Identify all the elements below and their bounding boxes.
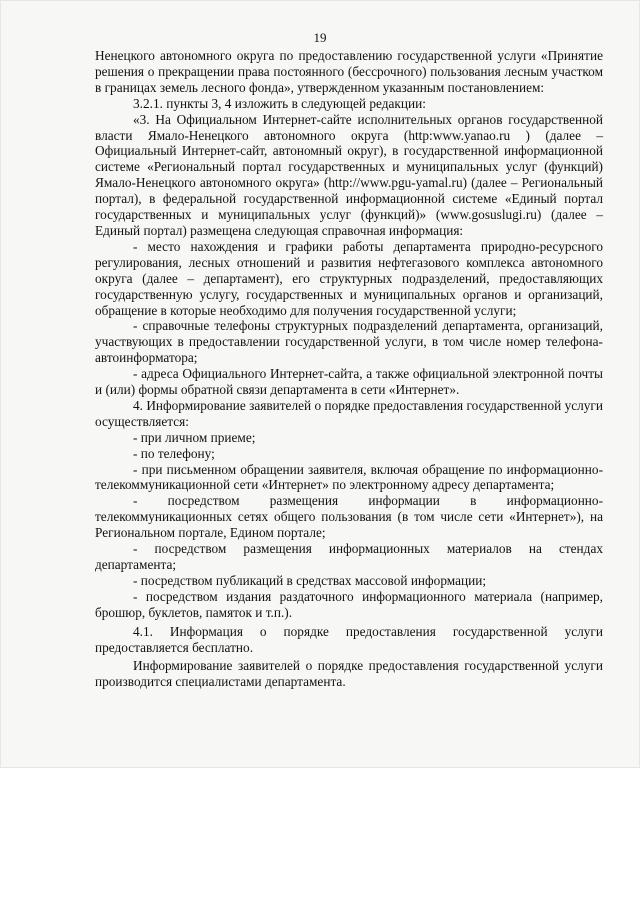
paragraph-10: - посредством размещения информации в информационно-телекоммуникационных сетях общего пользования (в том числе сети «Интернет»), на Региональном портале, Едином портале;: [95, 493, 603, 541]
paragraph-5: - адреса Официального Интернет-сайта, а также официальной электронной почты и (или) формы обратной связи департамента в сети «Интернет».: [95, 366, 603, 398]
paragraph-11: - посредством размещения информационных материалов на стендах департамента;: [95, 541, 603, 572]
paragraph-13: - посредством издания раздаточного информационного материала (например, брошюр, буклетов, памяток и т.п.).: [95, 588, 603, 620]
paragraph-14: 4.1. Информация о порядке предоставления государственной услуги предоставляется бесплатно.: [95, 623, 603, 655]
paragraph-15: Информирование заявителей о порядке предоставления государственной услуги производится специалистами департамента.: [95, 658, 603, 690]
paragraph-4: - справочные телефоны структурных подразделений департамента, организаций, участвующих в предоставлении государственной услуги, в том числе номер телефона-автоинформатора;: [95, 318, 603, 366]
paragraph-1: 3.2.1. пункты 3, 4 изложить в следующей редакции:: [133, 95, 426, 111]
paragraph-2: «3. На Официальном Интернет-сайте исполнительных органов государственной власти Ямало-Ненецкого автономного округа (http:www.yanao.ru ) (далее – Официальный Интернет-сайт, автономный округ), в государственной информационной системе «Региональный портал государственных и муниципальных услуг (функций) Ямало-Ненецкого автономного округа» (http://www.pgu-yamal.ru) (далее – Региональный портал), в федеральной государственной информационной системе «Единый портал государственных и муниципальных услуг (функций)» (www.gosuslugi.ru) (далее – Единый портал) размещена следующая справочная информация:: [95, 111, 603, 238]
paragraph-9: - при письменном обращении заявителя, включая обращение по информационно-телекоммуникационной сети «Интернет» по электронному адресу департамента;: [95, 461, 603, 493]
blank-area: [0, 768, 640, 905]
paragraph-12: - посредством публикаций в средствах массовой информации;: [133, 572, 487, 588]
page-number: 19: [313, 30, 327, 45]
document-body: [95, 48, 603, 690]
paragraph-6: 4. Информирование заявителей о порядке предоставления государственной услуги осуществляется:: [95, 397, 603, 429]
paragraph-8: - по телефону;: [133, 445, 215, 461]
paragraph-7: - при личном приеме;: [133, 429, 256, 445]
paragraph-3: - место нахождения и графики работы департамента природно-ресурсного регулирования, лесных отношений и развития нефтегазового комплекса автономного округа (далее – департамент), его структурных подразделений, предоставляющих государственную услугу, государственных и муниципальных органов и организаций, обращение в которые необходимо для получения государственной услуги;: [95, 238, 603, 318]
paragraph-0: Ненецкого автономного округа по предоставлению государственной услуги «Принятие решения о прекращении права постоянного (бессрочного) пользования лесным участком в границах земель лесного фонда», утвержденном указанным постановлением:: [95, 48, 603, 95]
